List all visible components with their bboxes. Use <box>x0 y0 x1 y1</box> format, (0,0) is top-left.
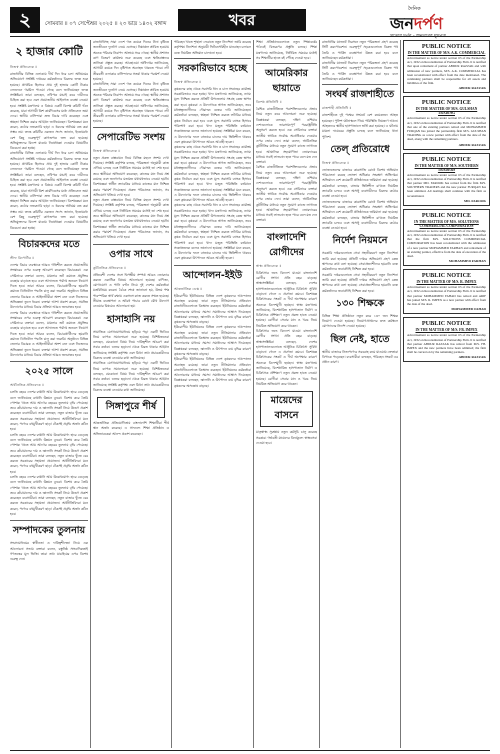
headline[interactable]: বাংলাদেশি রোগীদের <box>266 231 307 258</box>
article-separative <box>93 131 169 241</box>
article-body: সরকারি দপ্তরগুলোতে সেবা সহজীকরণে নতুন নির্দেশনা জারি করা হয়েছে। প্রতিটি দপ্তরে অভিযোগ গ্রহণ কেন্দ্র স্থাপনের কথা বলা হয়েছে। সেবাপ্রত্যাশীদের হয়রানি বন্ধে কর্মকর্তাদের জবাবদিহি নিশ্চিত করা হবে। <box>322 272 398 293</box>
dateline: সোমবার ॥ ০৭ সেপ্টেম্বর ২০২৫ ॥ ২৩ ভাদ্র ১৪৩২ বঙ্গাব্দ <box>45 21 167 27</box>
story-divider <box>10 234 88 235</box>
article-body: বিভিন্ন শিক্ষা প্রতিষ্ঠানে নতুন করে ১৩০ জন শিক্ষক নিয়োগ দেওয়া হয়েছে। নিয়োগপ্রাপ্তদের দ্রুত কর্মস্থলে যোগদানের নির্দেশ দেওয়া হয়েছে। <box>322 313 398 329</box>
article-rajshahi <box>322 88 398 139</box>
article-body: কৃষকদের কাছ থেকে সরাসরি ধান ও চাল সংগ্রহের কার্যক্রম সরকারিভাবে শুরু হচ্ছে। খাদ্য মন্ত্রণালয় জানিয়েছে, ন্যায্য মূল্য নিশ্চিত করতে প্রতিটি উপজেলায় সংগ্রহ কেন্দ্র স্থাপন করা হবে। কৃষকরা এ উদ্যোগকে স্বাগত জানিয়েছেন, তবে মধ্যস্বত্বভোগীদের দৌরাত্ম্য বন্ধের দাবি জানিয়েছেন। কর্মকর্তারা বলছেন, স্বচ্ছতা নিশ্চিত করতে লটারির মাধ্যমে কৃষক নির্বাচন করা হবে এবং মূল্য সরাসরি ব্যাংক হিসাবে পরিশোধ করা হবে। খাদ্য মজুত পরিস্থিতি বর্তমানে সন্তোষজনক বলেও জানানো হয়েছে। সংশ্লিষ্টরা মনে করেন, এ উদ্যোগের ফলে বাজারে চালের দাম স্থিতিশীল থাকবে এবং কৃষকেরা উৎপাদনে আরও আগ্রহী হবেন। <box>174 145 251 203</box>
article-2025 <box>10 365 88 517</box>
notice-subject: IN THE MATTER OF M/S. SOUTHERN TRADERS <box>414 163 479 172</box>
story-divider <box>174 58 251 59</box>
headline[interactable]: বিচারকদের মতে <box>18 238 80 250</box>
column-4 <box>256 40 317 748</box>
story-divider <box>10 361 88 362</box>
headline[interactable]: সম্পাদকের তুলনায় <box>12 525 86 537</box>
notice-signature: ABDUR RAZZAK <box>458 142 486 147</box>
page-number: ২ <box>10 7 40 33</box>
headline[interactable]: সরকারিভাবে হচ্ছে <box>178 62 247 74</box>
byline: রাজশাহী প্রতিনিধি ॥ <box>322 106 352 111</box>
public-notice[interactable] <box>403 40 490 93</box>
byline: বিশেষ প্রতিনিধি ॥ <box>256 100 282 105</box>
column-divider <box>171 40 172 748</box>
article-oil <box>322 143 398 232</box>
byline: স্বাস্থ্য প্রতিবেদক ॥ <box>256 263 282 268</box>
notice-body: Advertisement as notice under section 63 of the Partnership Act, 1932 on Reconstitution of Partnership Firm. It is notified that upon retirement of partner ABDUR RAZZAK and with admission of new partners, M/S. A.K. COMMERCIAL has been reconstituted with effect from the date mentioned. The continuing partners shall be responsible for all assets and liabilities of the firm. <box>407 56 486 86</box>
column-divider <box>253 40 254 748</box>
article-body: বৈশ্বিক রাজনীতিতে পরাশক্তিগুলোর প্রভাব নিয়ে নতুন করে আলোচনা শুরু হয়েছে। বিশ্লেষকরা বলছেন, দক্ষিণ এশিয়ার দেশগুলোকে ভারসাম্যপূর্ণ পররাষ্ট্রনীতি অনুসরণ করতে হবে। এক সেমিনারে বক্তারা জাতীয় স্বার্থকে সর্বোচ্চ অগ্রাধিকার দেওয়ার ওপর জোর দেন। তারা বলেন, অর্থনৈতিক কূটনীতির মাধ্যমে নতুন সুযোগ কাজে লাগাতে হবে। আঞ্চলিক সহযোগিতা জোরদারের মাধ্যমে সবাই লাভবান হতে পারে বলে মত দেন বক্তারা। <box>256 165 317 223</box>
headline[interactable]: ২০২৫ সালে <box>25 366 73 378</box>
notice-title: PUBLIC NOTICE <box>421 320 472 328</box>
footer-rule <box>10 750 490 751</box>
headline[interactable]: আমেরিকার ছায়াতে <box>265 68 308 95</box>
article-body: রাজধানীসহ সারা দেশে গত কয়েক দিনের টানা বৃষ্টিতে জনজীবনে দুর্ভোগ নেমে এসেছে। নিম্নাঞ্চল প্লাবিত হওয়ায় অনেক পরিবার নিরাপদ আশ্রয়ে সরে গেছে। স্থানীয় প্রশাসন ত্রাণ বিতরণ কার্যক্রম শুরু করেছে এবং ক্ষতিগ্রস্তদের তালিকা প্রস্তুত করছে। আবহাওয়া অধিদপ্তর জানিয়েছে, আগামী কয়েক দিন বৃষ্টিপাত অব্যাহত থাকতে পারে। নদী তীরবর্তী এলাকার বাসিন্দাদের সতর্ক থাকার পরামর্শ দেওয়া হয়েছে। <box>93 40 169 82</box>
notice-signature: MOHAMMED FAHAD <box>451 307 486 312</box>
section-banner: খবর <box>178 9 306 31</box>
notice-subject: IN THE MATTER OF M/S. SOLUTIONS COMMERCIAL CORPORATION <box>414 219 479 228</box>
headline[interactable]: ছিল নেই, হাতে <box>330 333 390 345</box>
article-body: সামাজিক যোগাযোগমাধ্যমে ছড়িয়ে পড়া একটি ভিডিও নিয়ে ব্যাপক সমালোচনা শুরু হয়েছে। বিশিষ্টজনেরা বলছেন, যেকোনো বিষয় নিয়ে দায়িত্বশীল আচরণ করা সবার কর্তব্য। গুজব ছড়ানো থেকে বিরত থাকার আহ্বান জানিয়েছে সংশ্লিষ্ট কর্তৃপক্ষ এবং মিথ্যা তথ্য প্রচারকারীদের বিরুদ্ধে ব্যবস্থা নেওয়ার কথা জানিয়েছে। <box>93 361 169 392</box>
byline: অর্থনৈতিক প্রতিবেদক ॥ <box>10 383 44 388</box>
masthead-small: দৈনিক <box>408 6 421 12</box>
article-eu <box>174 269 251 389</box>
byline: নিজস্ব প্রতিবেদক ॥ <box>10 65 38 69</box>
column-divider <box>400 40 401 748</box>
public-notice[interactable] <box>403 96 490 149</box>
article-directive <box>322 234 398 293</box>
notice-title: PUBLIC NOTICE <box>421 43 472 50</box>
notice-title: PUBLIC NOTICE <box>421 99 472 107</box>
story-divider <box>174 265 251 266</box>
column-divider <box>90 40 91 748</box>
article-america <box>256 67 317 224</box>
article-body: ইউরোপীয় ইউনিয়নের বিভিন্ন দেশে কৃষকদের আন্দোলন অব্যাহত রয়েছে। তারা নতুন নীতিমালার প্রতিবাদে রাজধানীগুলোতে বিক্ষোভ করছেন। ইউনিয়নের কর্মকর্তারা আলোচনার মাধ্যমে সমস্যা সমাধানের আশ্বাস দিয়েছেন। বিশ্লেষকরা বলছেন, জ্বালানি ও উৎপাদন ব্যয় বৃদ্ধির কারণে কৃষকদের অসন্তোষ বাড়ছে। <box>174 293 251 325</box>
notice-body: Advertisement as notice under section 63 of the Partnership Act, 1932 on Reconstitution of Partnership Firm. It is notified that partner ABDUR RAZZAK has retired from M/S. FB. IMPEX and the new partners have been admitted; the firm shall be carried on by the remaining partners. <box>407 333 486 355</box>
column-1 <box>10 40 88 748</box>
article-body: ভোজ্যতেলের বাজারে কারসাজি রোধে বিশেষ অভিযান পরিচালনা করছে ভোক্তা অধিকার সংরক্ষণ অধিদপ্তর। অভিযানে বেশ কয়েকটি প্রতিষ্ঠানকে জরিমানা করা হয়েছে। কর্মকর্তারা বলছেন, বাজার স্থিতিশীল রাখতে নিয়মিত তদারকি চলবে এবং অসাধু ব্যবসায়ীদের বিরুদ্ধে কঠোর ব্যবস্থা নেওয়া হবে। <box>322 167 398 199</box>
article-body: সংবাদমাধ্যমের স্বাধীনতা ও দায়িত্বশীলতা নিয়ে এক আলোচনা সভায় বক্তারা বলেন, বস্তুনিষ্ঠ সাংবাদিকতাই গণতন্ত্রের মূল ভিত্তি। তারা তথ্য যাচাইয়ের ওপর বিশেষ গুরুত্ব দেন। <box>10 541 88 562</box>
article-body: চলতি বছরে দেশের রপ্তানি আয় উল্লেখযোগ্য হারে বেড়েছে বলে জানিয়েছে রপ্তানি উন্নয়ন ব্যুরো। বিশেষ করে তৈরি পোশাক খাতে আয় আগের বছরের তুলনায় বৃদ্ধি পেয়েছে। তবে কাঁচামালের দাম ও জ্বালানি সংকট নিয়ে উদ্বেগ প্রকাশ করেছেন ব্যবসায়ীরা। তারা বলছেন, নতুন বাজার খুঁজে বের করতে সরকারের সহায়তা প্রয়োজন। অর্থনীতিবিদরা মনে করেন, পণ্যের বহুমুখীকরণ ছাড়া টেকসই প্রবৃদ্ধি অর্জন কঠিন হবে। <box>10 475 88 517</box>
notice-subject: IN THE MATTER OF M/S. R. IMPEX <box>416 280 477 285</box>
story-divider <box>256 227 317 228</box>
column-2 <box>93 40 169 748</box>
masthead-title: জনদর্পণ <box>390 14 443 33</box>
article-mothers <box>256 391 317 446</box>
story-divider <box>322 84 398 85</box>
story-divider <box>93 127 169 128</box>
article-judges <box>10 238 88 358</box>
article-body: রাজধানীর বিভিন্ন এলাকায় দীর্ঘ দিন ধরে চলা অনিয়মের অভিযোগে সংশ্লিষ্ট দপ্তরের কর্মকর্তাদের বিরুদ্ধে তদন্ত শুরু হয়েছে। প্রাথমিক হিসেবে প্রায় দুই হাজার কোটি টাকার লেনদেনে গরমিল পাওয়া গেছে বলে জানিয়েছেন তদন্ত সংশ্লিষ্টরা। তারা বলছেন, নথিপত্র যাচাই করে দায়ীদের চিহ্নিত করা হবে এবং প্রয়োজনীয় আইনগত ব্যবস্থা নেওয়া হবে। সংশ্লিষ্ট মন্ত্রণালয় এ বিষয়ে একটি বিশেষ কমিটি গঠন করেছে, যারা আগামী ত্রিশ কার্যদিবসের মধ্যে প্রতিবেদন জমা দেবে। স্থানীয় বাসিন্দারা দ্রুত বিচার দাবি করেছেন এবং স্বচ্ছতা নিশ্চিত করার আহ্বান জানিয়েছেন। বিশেষজ্ঞরা মনে করেন, কঠোর নজরদারি ছাড়া এ ধরনের অনিয়ম বন্ধ করা সম্ভব নয়। তদন্ত কমিটির একজন সদস্য জানান, ইতোমধ্যে বেশ কিছু গুরুত্বপূর্ণ কাগজপত্র জব্দ করা হয়েছে। অভিযুক্তদের বিদেশ যাত্রায় নিষেধাজ্ঞা দেওয়ার বিষয়টিও বিবেচনা করা হচ্ছে। <box>10 72 88 151</box>
column-divider <box>319 40 320 748</box>
public-notice[interactable] <box>403 209 490 266</box>
article-body: বৈশ্বিক রাজনীতিতে পরাশক্তিগুলোর প্রভাব নিয়ে নতুন করে আলোচনা শুরু হয়েছে। বিশ্লেষকরা বলছেন, দক্ষিণ এশিয়ার দেশগুলোকে ভারসাম্যপূর্ণ পররাষ্ট্রনীতি অনুসরণ করতে হবে। এক সেমিনারে বক্তারা জাতীয় স্বার্থকে সর্বোচ্চ অগ্রাধিকার দেওয়ার ওপর জোর দেন। তারা বলেন, অর্থনৈতিক কূটনীতির মাধ্যমে নতুন সুযোগ কাজে লাগাতে হবে। আঞ্চলিক সহযোগিতা জোরদারের মাধ্যমে সবাই লাভবান হতে পারে বলে মত দেন বক্তারা। <box>256 107 317 165</box>
headline[interactable]: সেপারেটিভ সংশয় <box>96 131 166 143</box>
public-notices-column <box>403 40 490 750</box>
notice-body: Advertisement as notice under section 63 of the Partnership Act, 1932 on Reconstitution of Partnership Firm. It is notified that the firm M/S. SOLUTIONS COMMERCIAL CORPORATION has been reconstituted with the admission of a new partner MOHAMMED FARHAN and retirement of an existing partner, effective from the date of execution of the deed. <box>407 228 486 259</box>
article-body: ইউরোপীয় ইউনিয়নের বিভিন্ন দেশে কৃষকদের আন্দোলন অব্যাহত রয়েছে। তারা নতুন নীতিমালার প্রতিবাদে রাজধানীগুলোতে বিক্ষোভ করছেন। ইউনিয়নের কর্মকর্তারা আলোচনার মাধ্যমে সমস্যা সমাধানের আশ্বাস দিয়েছেন। বিশ্লেষকরা বলছেন, জ্বালানি ও উৎপাদন ব্যয় বৃদ্ধির কারণে কৃষকদের অসন্তোষ বাড়ছে। <box>174 357 251 388</box>
headline[interactable]: ২ হাজার কোটি <box>15 45 83 58</box>
page-header <box>10 6 490 36</box>
headline[interactable]: আন্দোলন-ইইউ <box>182 269 243 281</box>
headline[interactable]: নির্দেশ নিয়মনে <box>332 235 388 247</box>
article-body: রাজধানীর বিভিন্ন এলাকায় দীর্ঘ দিন ধরে চলা অনিয়মের অভিযোগে সংশ্লিষ্ট দপ্তরের কর্মকর্তাদের বিরুদ্ধে তদন্ত শুরু হয়েছে। প্রাথমিক হিসেবে প্রায় দুই হাজার কোটি টাকার লেনদেনে গরমিল পাওয়া গেছে বলে জানিয়েছেন তদন্ত সংশ্লিষ্টরা। তারা বলছেন, নথিপত্র যাচাই করে দায়ীদের চিহ্নিত করা হবে এবং প্রয়োজনীয় আইনগত ব্যবস্থা নেওয়া হবে। সংশ্লিষ্ট মন্ত্রণালয় এ বিষয়ে একটি বিশেষ কমিটি গঠন করেছে, যারা আগামী ত্রিশ কার্যদিবসের মধ্যে প্রতিবেদন জমা দেবে। স্থানীয় বাসিন্দারা দ্রুত বিচার দাবি করেছেন এবং স্বচ্ছতা নিশ্চিত করার আহ্বান জানিয়েছেন। বিশেষজ্ঞরা মনে করেন, কঠোর নজরদারি ছাড়া এ ধরনের অনিয়ম বন্ধ করা সম্ভব নয়। তদন্ত কমিটির একজন সদস্য জানান, ইতোমধ্যে বেশ কিছু গুরুত্বপূর্ণ কাগজপত্র জব্দ করা হয়েছে। অভিযুক্তদের বিদেশ যাত্রায় নিষেধাজ্ঞা দেওয়ার বিষয়টিও বিবেচনা করা হচ্ছে। <box>10 151 88 230</box>
headline[interactable]: সংঘর্ষ রাজশাহীতে <box>325 89 395 101</box>
article-body: চিকিৎসার জন্য বিদেশে যাওয়া বাংলাদেশি রোগীর সংখ্যা প্রতি বছর বাড়ছে। স্বাস্থ্যসংশ্লিষ্টরা বলছেন, দেশের হাসপাতালগুলোতে আধুনিক চিকিৎসা সুবিধা বাড়ানো গেলে এ প্রবণতা কমবে। বিশেষজ্ঞ চিকিৎসকের সংকট ও দীর্ঘ অপেক্ষার কারণে অনেকে বিদেশমুখী হচ্ছেন। স্বাস্থ্য মন্ত্রণালয় জানিয়েছে, বিশেষায়িত হাসপাতাল নির্মাণ ও চিকিৎসক প্রশিক্ষণে নতুন প্রকল্প হাতে নেওয়া হয়েছে। রোগীরা সেবার মান ও খরচ নিয়ে নিয়মিত অভিযোগ করে থাকেন। <box>256 328 317 386</box>
story-divider <box>93 244 169 245</box>
article-body: রাজধানীর যানজট নিরসনে নতুন পরিকল্পনা গ্রহণ করেছে সিটি করপোরেশন। গুরুত্বপূর্ণ সড়কগুলোতে বিকল্প পথ তৈরি ও পার্কিং ব্যবস্থাপনা উন্নত করা হবে বলে জানিয়েছেন কর্মকর্তারা। <box>322 61 398 82</box>
article-opar <box>93 248 169 310</box>
article-body: দেশের বিচার ব্যবস্থাকে আরও গতিশীল করতে প্রয়োজনীয় সংস্কারের ওপর গুরুত্ব আরোপ করেছেন বিচারকরা। এক সেমিনারে বক্তারা বলেন, মামলার জট কমাতে প্রযুক্তির ব্যবহার বাড়াতে হবে এবং আদালতে পর্যাপ্ত জনবল নিয়োগ দিতে হবে। তারা আরও বলেন, বিচারপ্রার্থীদের হয়রানি কমাতে ডিজিটাল পদ্ধতি চালু করা জরুরি। অনুষ্ঠানে বিভিন্ন জেলার বিচারক ও আইনজীবীরা অংশ নেন এবং নিজেদের অভিজ্ঞতা তুলে ধরেন। বক্তারা আশা প্রকাশ করেন, সমন্বিত উদ্যোগের মাধ্যমে বিচার প্রক্রিয়া আরও জনবান্ধব হবে। <box>10 262 88 310</box>
headline[interactable]: হাসাহাসি নয় <box>106 313 156 325</box>
notice-body: Advertisement as notice under section 63 of the Partnership Act, 1932 on Reconstitution of Partnership Firm. It is notified that partner MOHAMMED FAHAD has retired and ARIF has joined M/S. R. IMPEX as a new partner with effect from the date of the deed. <box>407 285 486 307</box>
article-body: চিকিৎসার জন্য বিদেশে যাওয়া বাংলাদেশি রোগীর সংখ্যা প্রতি বছর বাড়ছে। স্বাস্থ্যসংশ্লিষ্টরা বলছেন, দেশের হাসপাতালগুলোতে আধুনিক চিকিৎসা সুবিধা বাড়ানো গেলে এ প্রবণতা কমবে। বিশেষজ্ঞ চিকিৎসকের সংকট ও দীর্ঘ অপেক্ষার কারণে অনেকে বিদেশমুখী হচ্ছেন। স্বাস্থ্য মন্ত্রণালয় জানিয়েছে, বিশেষায়িত হাসপাতাল নির্মাণ ও চিকিৎসক প্রশিক্ষণে নতুন প্রকল্প হাতে নেওয়া হয়েছে। রোগীরা সেবার মান ও খরচ নিয়ে নিয়মিত অভিযোগ করে থাকেন। <box>256 270 317 328</box>
notice-body: Advertisement as notice under section 63 of the Partnership Act, 1932 on Reconstitution of Partnership Firm. It is notified that one of the existing partners retired and MOHAMMED FURQAN has joined the partnership firm M/S. GULSHAN TRADING as a new partner with effect from the date of the deed, along with the remaining partners. <box>407 116 486 142</box>
article-body: আন্তর্জাতিক প্রতিযোগিতায় বাংলাদেশি শিক্ষার্থীরা শীর্ষ স্থান অর্জন করেছে। এ সাফল্যে শিক্ষা প্রতিষ্ঠান ও অভিভাবকেরা আনন্দ প্রকাশ করেছেন। <box>93 421 169 436</box>
article-body: প্রতিবেশী দেশের সঙ্গে দ্বিপক্ষীয় সম্পর্ক আরও জোরদার করতে একাধিক বিষয়ে আলোচনা হয়েছে। বাণিজ্য, যোগাযোগ ও পানি বণ্টন নিয়ে দুই দেশের কর্মকর্তারা মতবিনিময় করেন। বৈঠক শেষে জানানো হয়, উভয় পক্ষ পারস্পরিক স্বার্থ রক্ষায় একসঙ্গে কাজ করতে সম্মত হয়েছে। সীমান্ত ব্যবস্থাপনা ও অবৈধ পাচার রোধে যৌথ উদ্যোগ নেওয়ার বিষয়েও আলোচনা হয়। <box>93 272 169 309</box>
notice-body: Advertisement as notice under section 63 of the Partnership Act, 1932 on Reconstitution of Partnership Firm. It is notified that partner MD. FAROOK has retired from the firm M/S. SOUTHERN TRADERS and the new partner FURQAN has been admitted. All dealings shall continue with the firm as reconstituted. <box>407 172 486 198</box>
notice-subject: IN THE MATTER OF M/S. FB. IMPEX <box>415 328 478 333</box>
article-body: ইউরোপীয় ইউনিয়নের বিভিন্ন দেশে কৃষকদের আন্দোলন অব্যাহত রয়েছে। তারা নতুন নীতিমালার প্রতিবাদে রাজধানীগুলোতে বিক্ষোভ করছেন। ইউনিয়নের কর্মকর্তারা আলোচনার মাধ্যমে সমস্যা সমাধানের আশ্বাস দিয়েছেন। বিশ্লেষকরা বলছেন, জ্বালানি ও উৎপাদন ব্যয় বৃদ্ধির কারণে কৃষকদের অসন্তোষ বাড়ছে। <box>174 325 251 356</box>
article-body: মাতৃস্বাস্থ্য সুরক্ষায় নতুন কর্মসূচি চালু করেছে সরকার। গর্ভবতী মায়েদের বিনামূল্যে স্বাস্থ্যসেবা দেওয়া হবে। <box>256 430 317 445</box>
article-body: রাজধানীর যানজট নিরসনে নতুন পরিকল্পনা গ্রহণ করেছে সিটি করপোরেশন। গুরুত্বপূর্ণ সড়কগুলোতে বিকল্প পথ তৈরি ও পার্কিং ব্যবস্থাপনা উন্নত করা হবে বলে জানিয়েছেন কর্মকর্তারা। <box>322 40 398 60</box>
article-body: কৃষকদের কাছ থেকে সরাসরি ধান ও চাল সংগ্রহের কার্যক্রম সরকারিভাবে শুরু হচ্ছে। খাদ্য মন্ত্রণালয় জানিয়েছে, ন্যায্য মূল্য নিশ্চিত করতে প্রতিটি উপজেলায় সংগ্রহ কেন্দ্র স্থাপন করা হবে। কৃষকরা এ উদ্যোগকে স্বাগত জানিয়েছেন, তবে মধ্যস্বত্বভোগীদের দৌরাত্ম্য বন্ধের দাবি জানিয়েছেন। কর্মকর্তারা বলছেন, স্বচ্ছতা নিশ্চিত করতে লটারির মাধ্যমে কৃষক নির্বাচন করা হবে এবং মূল্য সরাসরি ব্যাংক হিসাবে পরিশোধ করা হবে। খাদ্য মজুত পরিস্থিতি বর্তমানে সন্তোষজনক বলেও জানানো হয়েছে। সংশ্লিষ্টরা মনে করেন, এ উদ্যোগের ফলে বাজারে চালের দাম স্থিতিশীল থাকবে এবং কৃষকেরা উৎপাদনে আরও আগ্রহী হবেন। <box>174 86 251 144</box>
article-body: রাজধানীসহ সারা দেশে গত কয়েক দিনের টানা বৃষ্টিতে জনজীবনে দুর্ভোগ নেমে এসেছে। নিম্নাঞ্চল প্লাবিত হওয়ায় অনেক পরিবার নিরাপদ আশ্রয়ে সরে গেছে। স্থানীয় প্রশাসন ত্রাণ বিতরণ কার্যক্রম শুরু করেছে এবং ক্ষতিগ্রস্তদের তালিকা প্রস্তুত করছে। আবহাওয়া অধিদপ্তর জানিয়েছে, আগামী কয়েক দিন বৃষ্টিপাত অব্যাহত থাকতে পারে। নদী তীরবর্তী এলাকার বাসিন্দাদের সতর্ক থাকার পরামর্শ দেওয়া হয়েছে। <box>93 82 169 124</box>
article-body: দেশের বিচার ব্যবস্থাকে আরও গতিশীল করতে প্রয়োজনীয় সংস্কারের ওপর গুরুত্ব আরোপ করেছেন বিচারকরা। এক সেমিনারে বক্তারা বলেন, মামলার জট কমাতে প্রযুক্তির ব্যবহার বাড়াতে হবে এবং আদালতে পর্যাপ্ত জনবল নিয়োগ দিতে হবে। তারা আরও বলেন, বিচারপ্রার্থীদের হয়রানি কমাতে ডিজিটাল পদ্ধতি চালু করা জরুরি। অনুষ্ঠানে বিভিন্ন জেলার বিচারক ও আইনজীবীরা অংশ নেন এবং নিজেদের অভিজ্ঞতা তুলে ধরেন। বক্তারা আশা প্রকাশ করেন, সমন্বিত উদ্যোগের মাধ্যমে বিচার প্রক্রিয়া আরও জনবান্ধব হবে। <box>10 310 88 357</box>
headline[interactable]: ওপার সাথে <box>109 248 153 260</box>
byline: স্টাফ রিপোর্টার ॥ <box>10 255 35 260</box>
masthead-logo <box>390 6 490 40</box>
story-divider <box>256 63 317 64</box>
headline[interactable]: ১৩০ শিক্ষকে <box>335 297 385 309</box>
article-body: ভোজ্যতেলের বাজারে কারসাজি রোধে বিশেষ অভিযান পরিচালনা করছে ভোক্তা অধিকার সংরক্ষণ অধিদপ্তর। অভিযানে বেশ কয়েকটি প্রতিষ্ঠানকে জরিমানা করা হয়েছে। কর্মকর্তারা বলছেন, বাজার স্থিতিশীল রাখতে নিয়মিত তদারকি চলবে এবং অসাধু ব্যবসায়ীদের বিরুদ্ধে কঠোর ব্যবস্থা নেওয়া হবে। <box>322 199 398 231</box>
byline: নিজস্ব প্রতিবেদক ॥ <box>174 79 202 84</box>
article-hasahasi <box>93 313 169 394</box>
notice-subject: IN THE MATTER OF M/S. GULSHAN TRADING <box>415 107 478 116</box>
headline[interactable]: তেল্ প্রতিরোধে <box>330 143 390 155</box>
article-body: শিক্ষা প্রতিষ্ঠানগুলোতে নতুন শিক্ষাবর্ষের পাঠ্যবই বিতরণের প্রস্তুতি চলছে। শিক্ষা মন্ত্রণালয় জানিয়েছে, নির্ধারিত সময়ের মধ্যেই সব শিক্ষার্থীর হাতে বই পৌঁছে দেওয়া হবে। <box>256 40 317 60</box>
public-notice[interactable] <box>403 153 490 206</box>
article-government <box>174 62 251 262</box>
notice-signature: ABDUR RAZZAK <box>458 355 486 360</box>
byline: আন্তর্জাতিক ডেস্ক ॥ <box>174 286 203 291</box>
article-body: নতুন প্রকল্প বাস্তবায়ন নিয়ে বিভিন্ন মহলে সংশয় দেখা দিয়েছে। সংশ্লিষ্ট কর্তৃপক্ষ বলছে, পরিকল্পনা অনুযায়ী কাজ এগিয়ে চলছে এবং নির্ধারিত সময়ের মধ্যেই তা শেষ হবে। তবে স্থানীয়রা অভিযোগ করেছেন, কাজের মান নিয়ে প্রশ্ন রয়েছে এবং জনগণের মতামত যথাযথভাবে নেওয়া হয়নি। বিশেষজ্ঞরা স্বাধীন তদারকির মাধ্যমে কাজের মান নিশ্চিত করার পরামর্শ দিয়েছেন। প্রকল্প পরিচালক জানান, সব অভিযোগ খতিয়ে দেখা হবে। <box>93 155 169 197</box>
article-body: কৃষকদের কাছ থেকে সরাসরি ধান ও চাল সংগ্রহের কার্যক্রম সরকারিভাবে শুরু হচ্ছে। খাদ্য মন্ত্রণালয় জানিয়েছে, ন্যায্য মূল্য নিশ্চিত করতে প্রতিটি উপজেলায় সংগ্রহ কেন্দ্র স্থাপন করা হবে। কৃষকরা এ উদ্যোগকে স্বাগত জানিয়েছেন, তবে মধ্যস্বত্বভোগীদের দৌরাত্ম্য বন্ধের দাবি জানিয়েছেন। কর্মকর্তারা বলছেন, স্বচ্ছতা নিশ্চিত করতে লটারির মাধ্যমে কৃষক নির্বাচন করা হবে এবং মূল্য সরাসরি ব্যাংক হিসাবে পরিশোধ করা হবে। খাদ্য মজুত পরিস্থিতি বর্তমানে সন্তোষজনক বলেও জানানো হয়েছে। সংশ্লিষ্টরা মনে করেন, এ উদ্যোগের ফলে বাজারে চালের দাম স্থিতিশীল থাকবে এবং কৃষকেরা উৎপাদনে আরও আগ্রহী হবেন। <box>174 203 251 261</box>
article-body: রাজশাহীতে দুই পক্ষের সংঘর্ষে বেশ কয়েকজন আহত হয়েছেন। পুলিশ ঘটনাস্থলে গিয়ে পরিস্থিতি নিয়ন্ত্রণে আনে। আহতদের স্থানীয় হাসপাতালে ভর্তি করা হয়েছে। এ ঘটনায় মামলা দায়েরের প্রস্তুতি চলছে বলে জানিয়েছে থানা পুলিশ। <box>322 113 398 139</box>
article-body: পরিবহন খাতে শৃঙ্খলা ফেরাতে নতুন নির্দেশনা জারি করেছে কর্তৃপক্ষ। নির্দেশনা অনুযায়ী ফিটনেসবিহীন যানবাহন চলাচল বন্ধে নিয়মিত অভিযান চালানো হবে। <box>174 40 251 55</box>
notice-subject: IN THE MATTER OF M/S. A.K. COMMERCIAL <box>407 51 486 55</box>
header-rule <box>10 36 490 37</box>
article-singapore <box>93 397 169 437</box>
headline[interactable]: মায়েদের বাসনে <box>260 391 313 427</box>
article-body: চলতি বছরে দেশের রপ্তানি আয় উল্লেখযোগ্য হারে বেড়েছে বলে জানিয়েছে রপ্তানি উন্নয়ন ব্যুরো। বিশেষ করে তৈরি পোশাক খাতে আয় আগের বছরের তুলনায় বৃদ্ধি পেয়েছে। তবে কাঁচামালের দাম ও জ্বালানি সংকট নিয়ে উদ্বেগ প্রকাশ করেছেন ব্যবসায়ীরা। তারা বলছেন, নতুন বাজার খুঁজে বের করতে সরকারের সহায়তা প্রয়োজন। অর্থনীতিবিদরা মনে করেন, পণ্যের বহুমুখীকরণ ছাড়া টেকসই প্রবৃদ্ধি অর্জন কঠিন হবে। <box>10 432 88 474</box>
notice-signature: ABDUR RAZZAK <box>458 86 486 91</box>
article-editor <box>10 524 88 562</box>
byline: নিজস্ব প্রতিবেদক ॥ <box>93 148 121 153</box>
article-body: স্থানীয় বাজারে নিত্যপণ্যের সরবরাহ কমে যাওয়ায় ক্রেতারা বিপাকে পড়েছেন। ব্যবসায়ীরা বলছেন, পরিবহন সংকট এর প্রধান কারণ। <box>322 349 398 365</box>
byline: নিজস্ব প্রতিবেদক ॥ <box>322 160 350 165</box>
notice-title: PUBLIC NOTICE <box>421 211 472 219</box>
article-teachers <box>322 297 398 330</box>
column-5 <box>322 40 398 748</box>
article-body: সামাজিক যোগাযোগমাধ্যমে ছড়িয়ে পড়া একটি ভিডিও নিয়ে ব্যাপক সমালোচনা শুরু হয়েছে। বিশিষ্টজনেরা বলছেন, যেকোনো বিষয় নিয়ে দায়িত্বশীল আচরণ করা সবার কর্তব্য। গুজব ছড়ানো থেকে বিরত থাকার আহ্বান জানিয়েছে সংশ্লিষ্ট কর্তৃপক্ষ এবং মিথ্যা তথ্য প্রচারকারীদের বিরুদ্ধে ব্যবস্থা নেওয়ার কথা জানিয়েছে। <box>93 329 169 361</box>
public-notice[interactable] <box>403 269 490 314</box>
article-2000-crore <box>10 43 88 231</box>
notice-title: PUBLIC NOTICE <box>421 272 472 280</box>
story-divider <box>10 520 88 521</box>
public-notice[interactable] <box>403 317 490 362</box>
article-body: নতুন প্রকল্প বাস্তবায়ন নিয়ে বিভিন্ন মহলে সংশয় দেখা দিয়েছে। সংশ্লিষ্ট কর্তৃপক্ষ বলছে, পরিকল্পনা অনুযায়ী কাজ এগিয়ে চলছে এবং নির্ধারিত সময়ের মধ্যেই তা শেষ হবে। তবে স্থানীয়রা অভিযোগ করেছেন, কাজের মান নিয়ে প্রশ্ন রয়েছে এবং জনগণের মতামত যথাযথভাবে নেওয়া হয়নি। বিশেষজ্ঞরা স্বাধীন তদারকির মাধ্যমে কাজের মান নিশ্চিত করার পরামর্শ দিয়েছেন। প্রকল্প পরিচালক জানান, সব অভিযোগ খতিয়ে দেখা হবে। <box>93 198 169 240</box>
notice-title: PUBLIC NOTICE <box>421 155 472 163</box>
byline: কূটনৈতিক প্রতিবেদক ॥ <box>93 265 126 270</box>
article-patients <box>256 231 317 388</box>
notice-signature: MOHAMMED FARHAN <box>448 259 486 264</box>
article-body: সরকারি দপ্তরগুলোতে সেবা সহজীকরণে নতুন নির্দেশনা জারি করা হয়েছে। প্রতিটি দপ্তরে অভিযোগ গ্রহণ কেন্দ্র স্থাপনের কথা বলা হয়েছে। সেবাপ্রত্যাশীদের হয়রানি বন্ধে কর্মকর্তাদের জবাবদিহি নিশ্চিত করা হবে। <box>322 251 398 272</box>
article-body: চলতি বছরে দেশের রপ্তানি আয় উল্লেখযোগ্য হারে বেড়েছে বলে জানিয়েছে রপ্তানি উন্নয়ন ব্যুরো। বিশেষ করে তৈরি পোশাক খাতে আয় আগের বছরের তুলনায় বৃদ্ধি পেয়েছে। তবে কাঁচামালের দাম ও জ্বালানি সংকট নিয়ে উদ্বেগ প্রকাশ করেছেন ব্যবসায়ীরা। তারা বলছেন, নতুন বাজার খুঁজে বের করতে সরকারের সহায়তা প্রয়োজন। অর্থনীতিবিদরা মনে করেন, পণ্যের বহুমুখীকরণ ছাড়া টেকসই প্রবৃদ্ধি অর্জন কঠিন হবে। <box>10 390 88 432</box>
notice-signature: MD. FAROOK <box>464 198 486 203</box>
headline[interactable]: সিঙ্গাপুরে শীর্ষ <box>97 397 165 418</box>
article-hand <box>322 333 398 366</box>
column-3 <box>174 40 251 748</box>
